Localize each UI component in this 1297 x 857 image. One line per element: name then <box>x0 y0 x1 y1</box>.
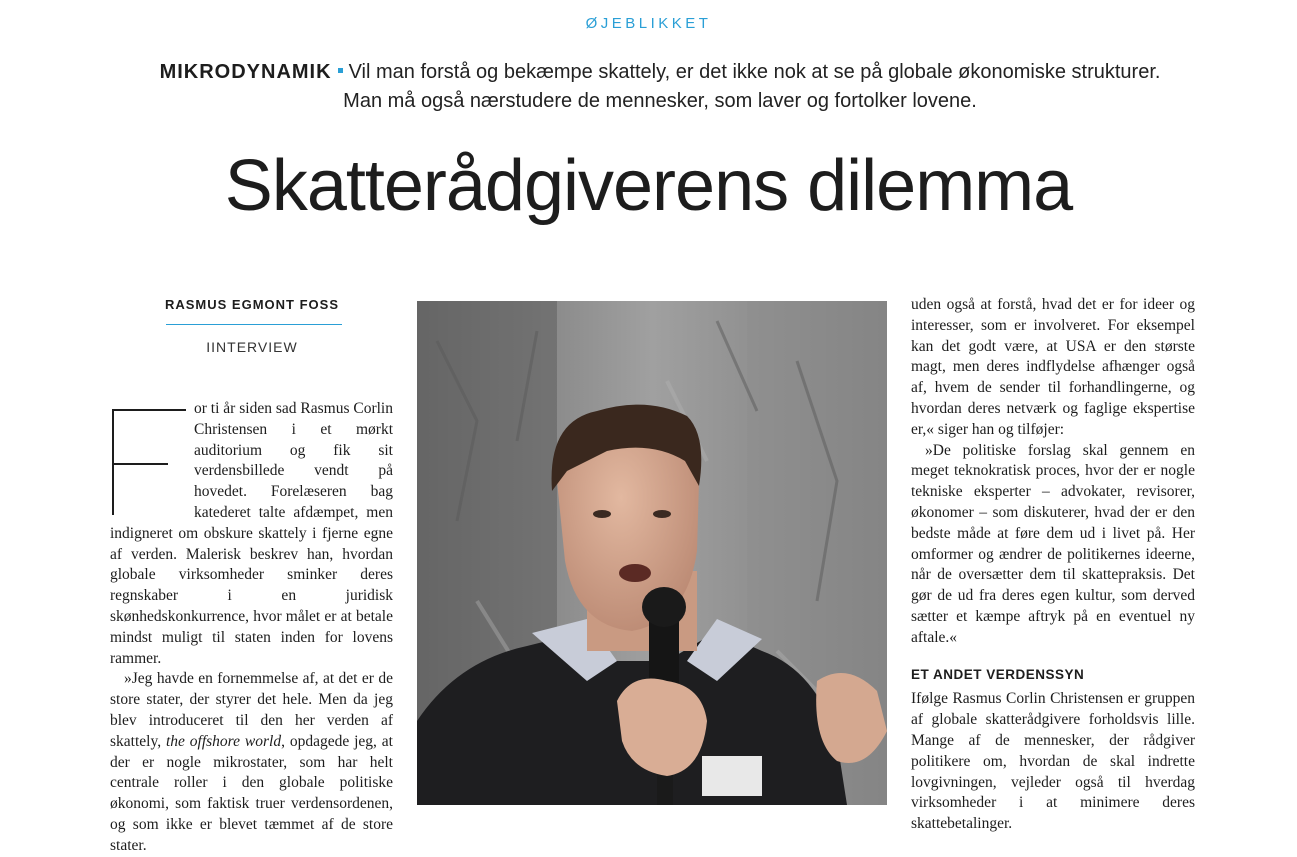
byline-genre: IINTERVIEW <box>206 339 298 355</box>
column3-subhead: ET ANDET VERDENSSYN <box>911 666 1085 682</box>
lead-paragraph <box>140 58 1180 116</box>
lead-text: Vil man forstå og bekæmpe skattely, er det ikke nok at se på globale økonomiske strukturer. Man må også nærstudere de mennesker, som laver og fortolker lovene. <box>343 61 1161 112</box>
column3-paragraph-2: »De politiske forslag skal gennem en meget teknokratisk proces, hvor der er nogle tekniske eksperter – advokater, revisorer, økonomer – som diskuterer, hvad der er den bedste måde at føre dem ud i livet på. Her omformer og ændrer de politikernes ideerne, når de oversætter dem til skattepraksis. Det gør de ud fra deres egen kultur, som derved sætter et kæmpe aftryk på en eventuel ny aftale.« <box>911 441 1195 646</box>
article-column-3 <box>911 295 1195 835</box>
lead-kicker: MIKRODYNAMIK <box>159 61 332 83</box>
section-label: ØJEBLIKKET <box>585 15 712 32</box>
dropcap-f <box>110 403 186 515</box>
column1-paragraph-2 <box>110 669 393 856</box>
offshore-world-phrase: the offshore world <box>165 732 282 750</box>
byline-rule <box>166 324 342 325</box>
column3-paragraph-1: uden også at forstå, hvad det er for ideer og interesser, som er involveret. For eksempel kan det godt være, at USA er den største magt, men deres indflydelse afhænger også af, hvem de sender til forhandlingerne, og hvordan deres netværk og faglige ekspertise er,« siger han og tilføjer: <box>911 296 1195 438</box>
photo-speaker-with-microphone <box>417 301 887 805</box>
article-column-1 <box>110 399 393 857</box>
column1-paragraph-2-end: , opdagede jeg, at der er nogle mikrostater, som har helt centrale roller i den globale politiske økonomi, som faktisk truer verdensordenen, og som ikke er blevet tæmmet af de store stater. <box>110 732 393 854</box>
headline: Skatterådgiverens dilemma <box>224 146 1073 226</box>
column1-paragraph-2-start: »Jeg havde en fornemmelse af, at det er de store stater, der styrer det hele. Men da jeg blev introduceret til den her verden af skattely, <box>110 670 393 750</box>
byline-author: RASMUS EGMONT FOSS <box>164 297 339 312</box>
column3-paragraph-3: Ifølge Rasmus Corlin Christensen er gruppen af globale skatterådgivere forholdsvis lille. Mange af de mennesker, der rådgiver politikere om, hvordan de skal indrette lovgivningen, vejleder også til hverdag virksomheder i at minimere deres skattebetalinger. <box>911 690 1195 833</box>
column1-paragraph-1: or ti år siden sad Rasmus Corlin Christensen i et mørkt auditorium og fik sit verdensbillede vendt på hovedet. Forelæseren bag katederet talte afdæmpet, men indigneret om obskure skattely i fjerne egne af verden. Malerisk beskrev han, hvordan globale virksomheder sminker deres regnskaber i en juridisk skønhedskonkurrence, hvor målet er at betale mindst muligt til staten inden for lovens rammer. <box>110 400 393 667</box>
article-photo <box>417 301 887 805</box>
lead-separator-dot <box>338 68 343 73</box>
